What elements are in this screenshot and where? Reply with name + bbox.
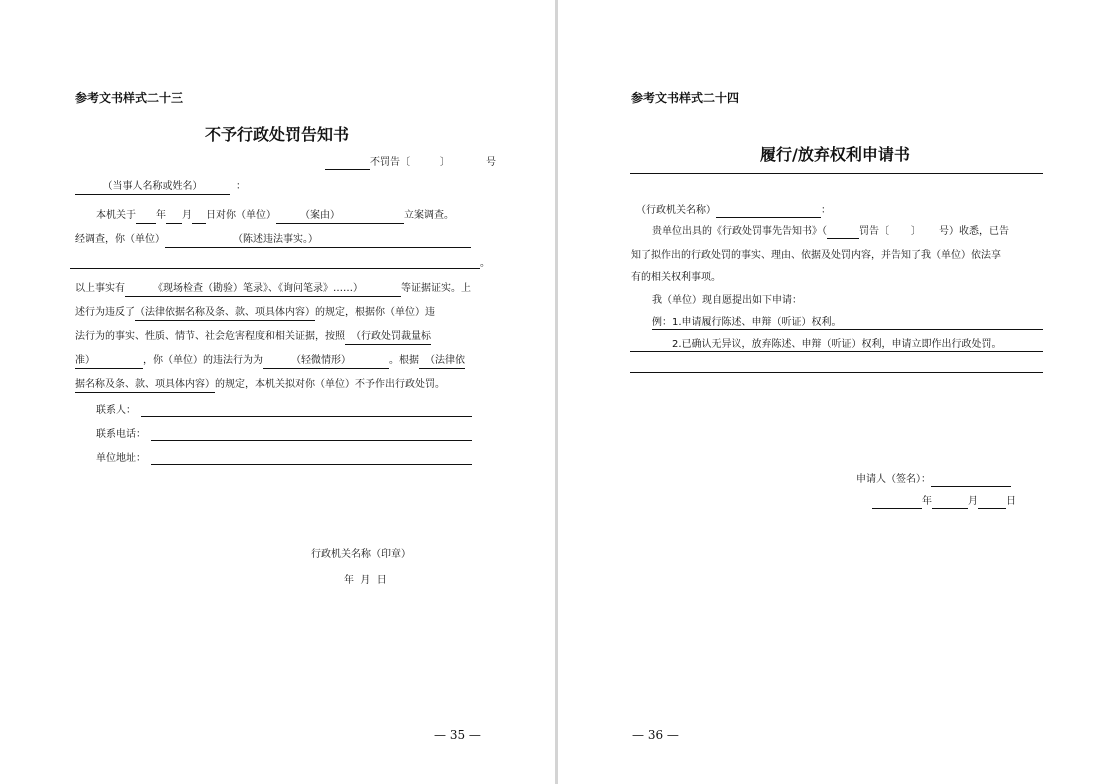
right-paragraph-3: 有的相关权利事项。 xyxy=(631,272,721,283)
org-name-line xyxy=(636,204,831,218)
p7-end: 的规定，本机关拟对你（单位）不予作出行政处罚。 xyxy=(215,379,445,390)
party-name-field[interactable]: （当事人名称或姓名） xyxy=(75,180,230,195)
paragraph-line-4 xyxy=(75,306,435,321)
left-doc-title: 不予行政处罚告知书 xyxy=(205,125,350,144)
p1-text: 本机关于 xyxy=(96,210,136,221)
p6-basis: 。根据 xyxy=(389,355,419,366)
discretion-text-2: 准） xyxy=(75,355,95,366)
right-day-blank[interactable] xyxy=(978,496,1006,509)
right-month: 月 xyxy=(968,496,978,507)
contact-person-field[interactable] xyxy=(141,416,472,417)
month-blank[interactable] xyxy=(166,211,182,224)
example-2: 2.已确认无异议，放弃陈述、申辩（听证）权利，申请立即作出行政处罚。 xyxy=(672,339,1002,350)
applicant-label: 申请人（签名）： xyxy=(856,474,931,485)
law-text-2: （法律依 xyxy=(425,355,465,366)
day-blank[interactable] xyxy=(192,211,206,224)
p4-end: 的规定，根据你（单位）违 xyxy=(315,307,435,318)
contact-phone-field[interactable] xyxy=(151,440,472,441)
paragraph-line-6 xyxy=(75,354,465,369)
p5-text: 法行为的事实、性质、情节、社会危害程度和相关证据，按照 xyxy=(75,331,345,342)
paragraph-line-1 xyxy=(96,209,454,224)
discretion-standard-cont[interactable] xyxy=(75,354,143,369)
right-paragraph-4: 我（单位）现自愿提出如下申请： xyxy=(652,295,802,306)
facts-text: （陈述违法事实。） xyxy=(233,234,318,245)
right-date xyxy=(872,495,1016,509)
paragraph-line-5 xyxy=(75,330,431,345)
p1-month: 月 xyxy=(182,210,192,221)
p4-text: 述行为违反了 xyxy=(75,307,135,318)
law-basis-field[interactable]: （法律依据名称及条、款、项具体内容） xyxy=(135,306,315,321)
left-header: 参考文书样式二十三 xyxy=(75,91,184,105)
left-page-number: — 35 — xyxy=(434,728,481,742)
contact-phone-label: 联系电话： xyxy=(96,429,146,440)
rp1-close: 〕 xyxy=(911,226,921,237)
rp1-text: 贵单位出具的《行政处罚事先告知书》（ xyxy=(652,226,827,237)
law-basis-field-3[interactable]: 据名称及条、款、项具体内容） xyxy=(75,378,215,393)
p1-day: 日对你（单位） xyxy=(206,210,276,221)
right-doc-title: 履行/放弃权利申请书 xyxy=(760,145,910,164)
evidence-field[interactable] xyxy=(125,282,401,297)
right-page-number: — 36 — xyxy=(632,728,679,742)
example-1: 例：1.申请履行陈述、申辩（听证）权利。 xyxy=(652,317,842,328)
p2-text: 经调查，你（单位） xyxy=(75,234,165,245)
title-rule xyxy=(630,173,1043,174)
address-label: 单位地址： xyxy=(96,453,146,464)
facts-period: 。 xyxy=(480,258,490,269)
law-basis-field-2[interactable] xyxy=(419,354,465,369)
p6-text: ，你（单位）的违法行为为 xyxy=(143,355,263,366)
p1-end: 立案调查。 xyxy=(404,210,454,221)
application-blank-line[interactable] xyxy=(630,372,1043,373)
p1-year: 年 xyxy=(156,210,166,221)
doc-number xyxy=(325,156,496,170)
discretion-standard-field[interactable] xyxy=(345,330,431,345)
applicant-signature-field[interactable] xyxy=(931,474,1011,487)
doc-number-suffix: 号 xyxy=(486,157,496,168)
notice-number-blank[interactable] xyxy=(827,226,859,239)
case-cause-field[interactable] xyxy=(276,209,404,224)
paragraph-line-7 xyxy=(75,378,445,393)
rp1-end: 号）收悉，已告 xyxy=(939,226,1009,237)
rp1-prefix: 罚告〔 xyxy=(859,226,889,237)
case-cause: （案由） xyxy=(300,210,340,221)
p3-end: 等证据证实。上 xyxy=(401,283,471,294)
year-blank[interactable] xyxy=(136,211,156,224)
doc-number-blank[interactable] xyxy=(325,157,370,170)
doc-number-close: 〕 xyxy=(440,157,450,168)
example-1-line[interactable] xyxy=(652,329,1043,330)
address-field[interactable] xyxy=(151,464,472,465)
right-header: 参考文书样式二十四 xyxy=(631,91,740,105)
evidence-text: 《现场检查（勘验）笔录》、《询问笔录》……） xyxy=(153,283,363,294)
right-paragraph-2: 知了拟作出的行政处罚的事实、理由、依据及处罚内容，并告知了我（单位）依法享 xyxy=(631,250,1001,261)
applicant-line xyxy=(856,473,1011,487)
minor-text: （轻微情形） xyxy=(291,355,351,366)
party-colon: ： xyxy=(236,181,246,192)
discretion-text: （行政处罚裁量标 xyxy=(351,331,431,342)
right-day: 日 xyxy=(1006,496,1016,507)
right-page xyxy=(558,0,1115,784)
party-line xyxy=(75,180,246,195)
left-date: 年 月 日 xyxy=(344,575,387,586)
org-name-colon: ： xyxy=(821,205,831,216)
left-page xyxy=(0,0,555,784)
paragraph-line-2 xyxy=(75,233,471,248)
example-2-line[interactable] xyxy=(630,351,1043,352)
org-seal: 行政机关名称（印章） xyxy=(311,549,411,560)
paragraph-line-3 xyxy=(75,282,471,297)
right-month-blank[interactable] xyxy=(932,496,968,509)
org-name-label: （行政机关名称） xyxy=(636,205,716,216)
contact-person-label: 联系人： xyxy=(96,405,136,416)
facts-field[interactable] xyxy=(165,233,471,248)
minor-circumstance-field[interactable] xyxy=(263,354,389,369)
org-name-field[interactable] xyxy=(716,205,821,218)
p3-text: 以上事实有 xyxy=(75,283,125,294)
facts-continuation-line[interactable] xyxy=(70,268,480,269)
doc-number-prefix: 不罚告〔 xyxy=(370,157,410,168)
right-year: 年 xyxy=(922,496,932,507)
right-year-blank[interactable] xyxy=(872,496,922,509)
right-paragraph-1 xyxy=(652,225,1009,239)
